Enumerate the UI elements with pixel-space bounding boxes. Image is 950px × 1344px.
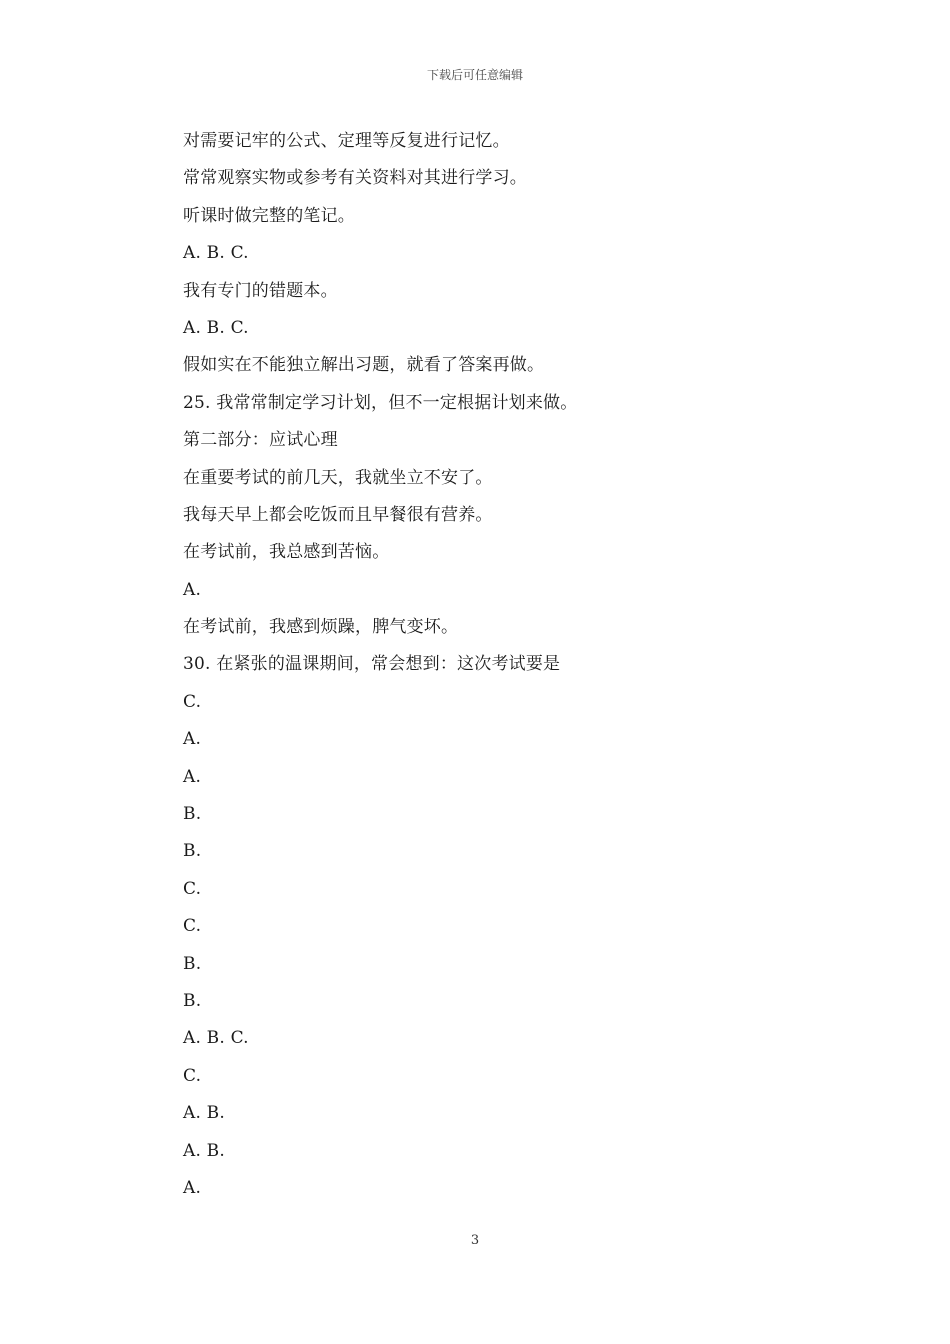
- answer-options: A.: [183, 766, 202, 787]
- text-line: 假如实在不能独立解出习题，就看了答案再做。: [183, 355, 545, 376]
- numbered-item: 25. 我常常制定学习计划，但不一定根据计划来做。: [183, 392, 578, 413]
- answer-options: A. B. C.: [183, 243, 249, 264]
- answer-options: B.: [183, 804, 202, 825]
- answer-options: B.: [183, 953, 202, 974]
- answer-options: A.: [183, 729, 202, 750]
- answer-options: C.: [183, 878, 202, 899]
- answer-options: A. B. C.: [183, 317, 249, 338]
- answer-options: A.: [183, 1177, 202, 1198]
- numbered-item: 30. 在紧张的温课期间，常会想到：这次考试要是: [183, 654, 561, 675]
- answer-options: A. B. C.: [183, 1028, 249, 1049]
- text-line: 在重要考试的前几天，我就坐立不安了。: [183, 467, 493, 488]
- answer-options: B.: [183, 990, 202, 1011]
- text-line: 对需要记牢的公式、定理等反复进行记忆。: [183, 131, 510, 151]
- answer-options: B.: [183, 841, 202, 862]
- section-heading: 第二部分：应试心理: [183, 430, 338, 451]
- page-number: 3: [470, 1233, 480, 1248]
- answer-options: C.: [183, 691, 202, 712]
- text-line: 听课时做完整的笔记。: [183, 205, 355, 226]
- answer-options: A.: [183, 579, 202, 600]
- text-line: 常常观察实物或参考有关资料对其进行学习。: [183, 168, 527, 189]
- text-line: 我每天早上都会吃饭而且早餐很有营养。: [183, 504, 493, 525]
- answer-options: A. B.: [183, 1140, 225, 1161]
- answer-options: C.: [183, 916, 202, 937]
- text-line: 在考试前，我总感到苦恼。: [183, 542, 390, 563]
- document-body: [183, 123, 883, 1207]
- text-line: 我有专门的错题本。: [183, 280, 338, 301]
- page-header: 下载后可任意编辑: [426, 68, 523, 82]
- answer-options: C.: [183, 1065, 202, 1086]
- answer-options: A. B.: [183, 1103, 225, 1124]
- text-line: 在考试前，我感到烦躁，脾气变坏。: [183, 617, 459, 638]
